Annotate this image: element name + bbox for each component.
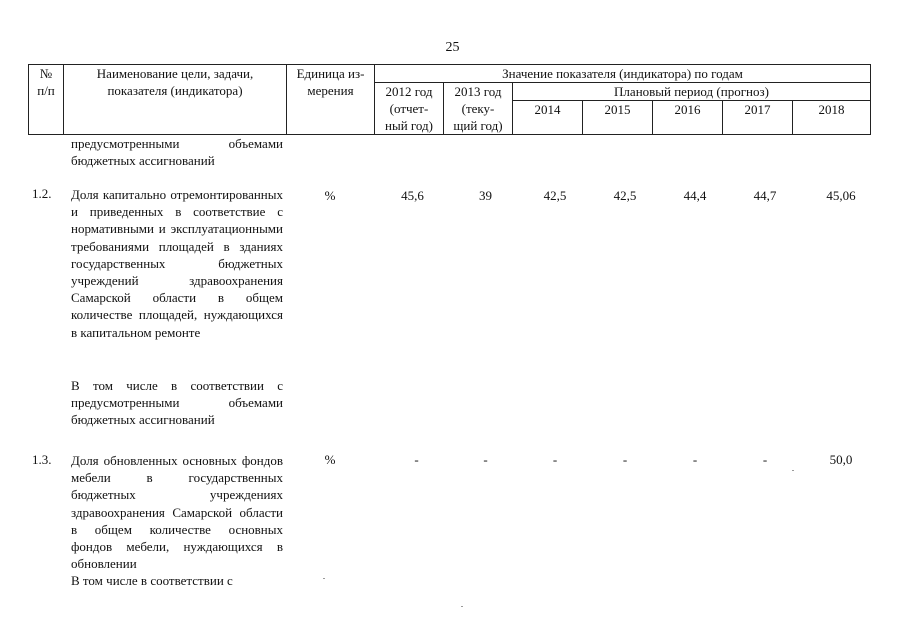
header-year-2014: 2014	[513, 101, 583, 135]
value-2015: 42,5	[613, 188, 637, 203]
header-col-unit: Единица из-мерения	[287, 65, 375, 135]
header-year-2015: 2015	[583, 101, 653, 135]
value-2018: 45,06	[826, 188, 856, 203]
scan-speck	[461, 606, 463, 607]
value-2014: 42,5	[543, 188, 567, 203]
value-2013: -	[483, 452, 488, 467]
continuation-text: предусмотренными объемами бюджетных ассигнований	[71, 136, 283, 169]
value-2013: 39	[479, 188, 492, 203]
value-2018: 50,0	[829, 452, 853, 467]
header-col-2012: 2012 год (отчет-ный год)	[375, 83, 444, 135]
header-year-2017: 2017	[723, 101, 793, 135]
header-col-number: № п/п	[29, 65, 64, 135]
indicator-name: Доля обновленных основных фондов мебели в государственных бюджетных учреждениях здравоохранения Самарской области в общем количестве основных фондов мебели, нуждающихся в обновлении	[71, 453, 283, 572]
row-number: 1.3.	[32, 452, 52, 467]
value-2016: -	[692, 452, 698, 467]
header-year-2018: 2018	[793, 101, 871, 135]
indicator-name-extra: В том числе в соответствии с предусмотренными объемами бюджетных ассигнований	[71, 378, 283, 428]
header-col-name: Наименование цели, задачи, показателя (индикатора)	[64, 65, 287, 135]
page-number: 25	[445, 40, 460, 55]
value-2015: -	[622, 452, 628, 467]
indicator-table-header	[28, 64, 871, 135]
value-2012: -	[414, 452, 419, 467]
value-2016: 44,4	[683, 188, 707, 203]
header-year-2016: 2016	[653, 101, 723, 135]
value-2017: 44,7	[753, 188, 777, 203]
indicator-unit: %	[324, 452, 336, 467]
header-col-2013: 2013 год (теку-щий год)	[444, 83, 513, 135]
value-2017: -	[762, 452, 768, 467]
value-2014: -	[552, 452, 558, 467]
scan-speck	[792, 470, 794, 471]
header-col-plan: Плановый период (прогноз)	[513, 83, 871, 101]
indicator-name-extra: В том числе в соответствии с	[71, 573, 233, 588]
value-2012: 45,6	[401, 188, 424, 203]
header-col-values: Значение показателя (индикатора) по годам	[375, 65, 871, 83]
row-number: 1.2.	[32, 186, 52, 201]
indicator-name: Доля капитально отремонтированных и приведенных в соответствие с нормативными и эксплуатационными требованиями площадей в зданиях государственных бюджетных учреждений здравоохранения Самарской области в общем количестве площадей, нуждающихся в капитальном ремонте	[71, 187, 283, 340]
scan-speck	[323, 578, 325, 579]
indicator-unit: %	[324, 188, 336, 203]
